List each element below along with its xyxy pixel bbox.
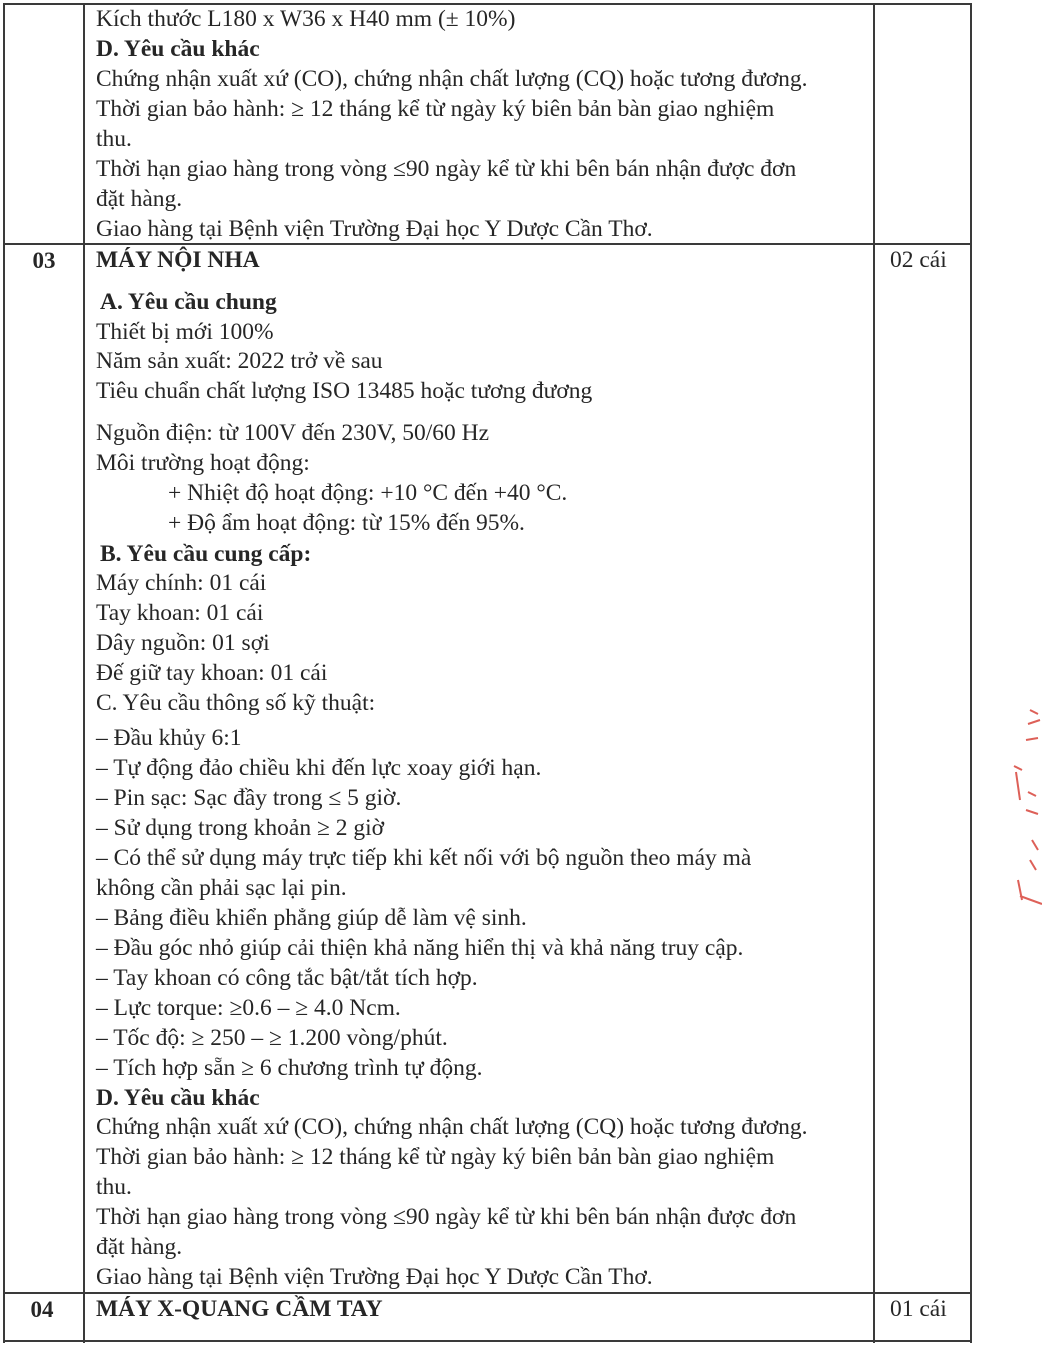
row-prev-line: Kích thước L180 x W36 x H40 mm (± 10%): [96, 6, 516, 32]
row-03-title: MÁY NỘI NHA: [96, 247, 260, 273]
row-03-line: Máy chính: 01 cái: [96, 570, 267, 596]
row-03-line: – Tích hợp sẵn ≥ 6 chương trình tự động.: [96, 1055, 483, 1081]
row-03-line: – Sử dụng trong khoản ≥ 2 giờ: [96, 815, 385, 841]
row-04-stt: 04: [30, 1297, 54, 1322]
row-prev-line: thu.: [96, 126, 132, 152]
row-03-line: thu.: [96, 1174, 132, 1200]
row-03-line: Thời hạn giao hàng trong vòng ≤90 ngày kể từ khi bên bán nhận được đơn: [96, 1204, 797, 1230]
row-prev-line: Chứng nhận xuất xứ (CO), chứng nhận chất lượng (CQ) hoặc tương đương.: [96, 66, 808, 92]
row-03-line: Đế giữ tay khoan: 01 cái: [96, 660, 328, 686]
row-03-heading-a: A. Yêu cầu chung: [100, 289, 277, 315]
table-left-border: [3, 3, 5, 1343]
row-03-line: – Tốc độ: ≥ 250 – ≥ 1.200 vòng/phút.: [96, 1025, 448, 1051]
row-prev-line: Thời gian bảo hành: ≥ 12 tháng kể từ ngày ký biên bản bàn giao nghiệm: [96, 96, 775, 122]
row-03-line: + Nhiệt độ hoạt động: +10 °C đến +40 °C.: [168, 480, 568, 506]
row-04-title: MÁY X-QUANG CẦM TAY: [96, 1296, 383, 1322]
row-03-line: không cần phải sạc lại pin.: [96, 875, 347, 901]
row-03-line: đặt hàng.: [96, 1234, 183, 1260]
stt-column-divider: [83, 3, 85, 1343]
row-03-stt: 03: [32, 248, 56, 273]
row-03-line: Môi trường hoạt động:: [96, 450, 310, 476]
row-03-line: Chứng nhận xuất xứ (CO), chứng nhận chất lượng (CQ) hoặc tương đương.: [96, 1114, 808, 1140]
row-03-line: – Đầu góc nhỏ giúp cải thiện khả năng hiển thị và khả năng truy cập.: [96, 935, 744, 961]
row-03-line: Thiết bị mới 100%: [96, 319, 274, 345]
row-03-line: Tay khoan: 01 cái: [96, 600, 264, 626]
row-04-qty: 01 cái: [890, 1296, 947, 1322]
row-03-qty: 02 cái: [890, 247, 947, 273]
row-03-line: Năm sản xuất: 2022 trở về sau: [96, 348, 383, 374]
row-03-line: + Độ ẩm hoạt động: từ 15% đến 95%.: [168, 510, 525, 536]
row-03-line: Dây nguồn: 01 sợi: [96, 630, 270, 656]
row-prev-heading-d: D. Yêu cầu khác: [96, 36, 260, 62]
row-prev-line: Giao hàng tại Bệnh viện Trường Đại học Y Dược Cần Thơ.: [96, 216, 653, 242]
qty-column-divider: [873, 3, 875, 1343]
row-03-line: – Có thể sử dụng máy trực tiếp khi kết nối với bộ nguồn theo máy mà: [96, 845, 752, 871]
row-03-line: – Tay khoan có công tắc bật/tắt tích hợp.: [96, 965, 478, 991]
red-stamp-fragment-icon: [1008, 700, 1042, 910]
row-03-line: Tiêu chuẩn chất lượng ISO 13485 hoặc tương đương: [96, 378, 593, 404]
row-03-heading-b: B. Yêu cầu cung cấp:: [100, 541, 312, 567]
row-03-heading-c: C. Yêu cầu thông số kỹ thuật:: [96, 690, 376, 716]
row-03-line: Thời gian bảo hành: ≥ 12 tháng kể từ ngày ký biên bản bàn giao nghiệm: [96, 1144, 775, 1170]
row-03-line: – Tự động đảo chiều khi đến lực xoay giới hạn.: [96, 755, 542, 781]
row-03-line: – Bảng điều khiển phẳng giúp dễ làm vệ sinh.: [96, 905, 527, 931]
row-03-line: – Lực torque: ≥0.6 – ≥ 4.0 Ncm.: [96, 995, 401, 1021]
row-prev-line: đặt hàng.: [96, 186, 183, 212]
row-03-line: Nguồn điện: từ 100V đến 230V, 50/60 Hz: [96, 420, 490, 446]
table-bottom-border: [3, 1340, 972, 1342]
row-03-line: – Pin sạc: Sạc đầy trong ≤ 5 giờ.: [96, 785, 402, 811]
row-03-line: – Đầu khủy 6:1: [96, 725, 242, 751]
table-right-border: [970, 3, 972, 1343]
row-03-line: Giao hàng tại Bệnh viện Trường Đại học Y Dược Cần Thơ.: [96, 1264, 653, 1290]
row-prev-line: Thời hạn giao hàng trong vòng ≤90 ngày kể từ khi bên bán nhận được đơn: [96, 156, 797, 182]
row-03-heading-d: D. Yêu cầu khác: [96, 1085, 260, 1111]
